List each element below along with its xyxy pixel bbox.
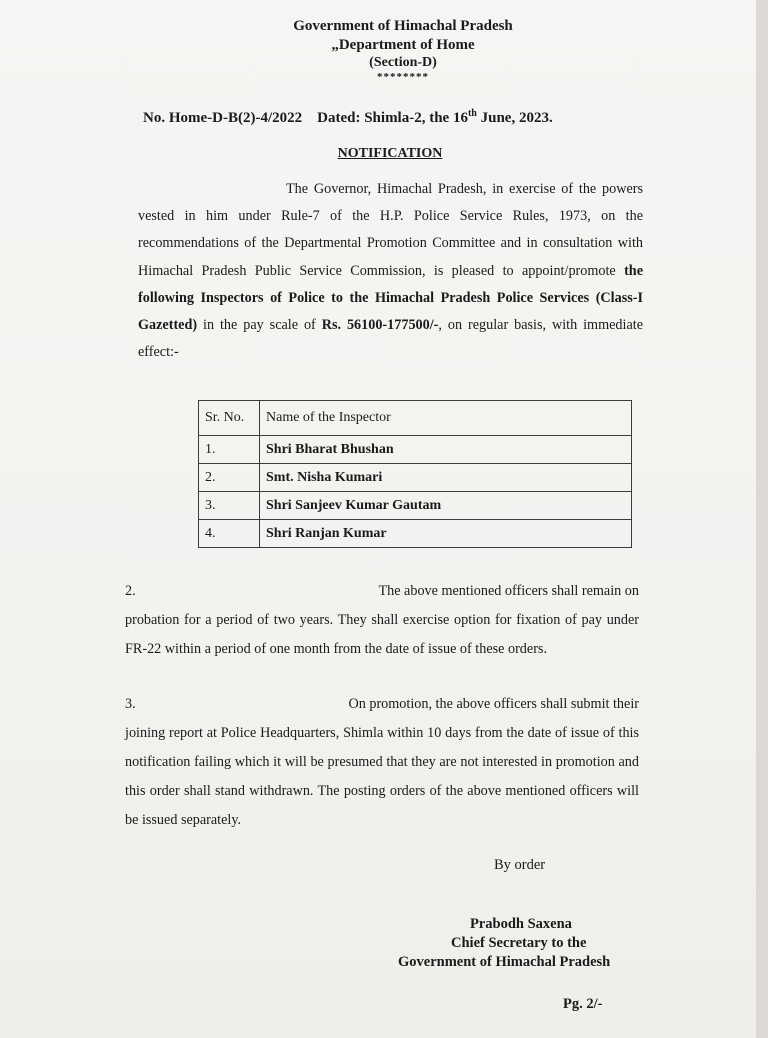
para2-first: The above mentioned officers shall remain on bbox=[378, 583, 639, 599]
header-department: „Department of Home bbox=[331, 37, 475, 53]
header-government: Government of Himachal Pradesh bbox=[293, 18, 513, 34]
table-header-row bbox=[199, 401, 632, 436]
row-name: Shri Sanjeev Kumar Gautam bbox=[260, 492, 632, 520]
para3-first: On promotion, the above officers shall submit their bbox=[348, 696, 639, 712]
para1-bold1: the following Inspectors of Police to the Himachal Pradesh Police Services (Class-I Gazetted) bbox=[138, 262, 643, 334]
para1-part2: in the pay scale of bbox=[197, 317, 322, 334]
table-row bbox=[199, 436, 632, 464]
page-marker: Pg. 2/- bbox=[563, 996, 603, 1012]
header-sr-no: Sr. No. bbox=[199, 401, 260, 436]
notification-title: NOTIFICATION bbox=[337, 146, 443, 161]
by-order: By order bbox=[494, 857, 546, 873]
reference-number: No. Home-D-B(2)-4/2022 bbox=[143, 110, 303, 126]
dated-prefix: Dated: Shimla-2, the 16 bbox=[317, 110, 468, 126]
row-sr: 3. bbox=[199, 492, 260, 520]
row-name: Shri Bharat Bhushan bbox=[260, 436, 632, 464]
signatory-designation: Chief Secretary to the bbox=[451, 935, 587, 951]
para3-rest: joining report at Police Headquarters, Shimla within 10 days from the date of issue of this notification failing which it will be presumed that they are not interested in promotion and this order shall stand withdrawn. The posting orders of the above mentioned officers will be issued separately. bbox=[125, 725, 639, 828]
para1-bold2: Rs. 56100-177500/- bbox=[321, 317, 439, 334]
reference-line bbox=[143, 108, 553, 127]
header-section: (Section-D) bbox=[369, 55, 437, 70]
dated-sup: th bbox=[467, 108, 477, 119]
signatory-office: Government of Himachal Pradesh bbox=[398, 954, 611, 970]
para1-part1: The Governor, Himachal Pradesh, in exercise of the powers vested in him under Rule-7 of the H.P. Police Service Rules, 1973, on the recommendations of the Departmental Promotion Committee and in consultation with Himachal Pradesh Public Service Commission, is pleased to appoint/promote bbox=[138, 181, 643, 279]
inspectors-table bbox=[198, 400, 632, 548]
row-sr: 2. bbox=[199, 464, 260, 492]
signatory-name: Prabodh Saxena bbox=[470, 916, 572, 932]
row-sr: 1. bbox=[199, 436, 260, 464]
para1-part3: , on regular basis, with immediate effect:- bbox=[138, 317, 643, 361]
header-stars: ******** bbox=[377, 71, 429, 83]
dated-suffix: June, 2023. bbox=[476, 110, 553, 126]
para2-first-line bbox=[125, 577, 639, 606]
para2-rest: probation for a period of two years. They shall exercise option for fixation of pay under FR-22 within a period of one month from the date of issue of these orders. bbox=[125, 612, 639, 657]
table-row bbox=[199, 464, 632, 492]
header-name: Name of the Inspector bbox=[260, 401, 632, 436]
page-edge bbox=[756, 0, 768, 1038]
para2-number: 2. bbox=[125, 583, 136, 599]
paragraph-2 bbox=[125, 577, 639, 664]
para3-number: 3. bbox=[125, 696, 136, 712]
row-sr: 4. bbox=[199, 520, 260, 548]
table-row bbox=[199, 492, 632, 520]
row-name: Smt. Nisha Kumari bbox=[260, 464, 632, 492]
paragraph-3 bbox=[125, 690, 639, 835]
para3-first-line bbox=[125, 690, 639, 719]
row-name: Shri Ranjan Kumar bbox=[260, 520, 632, 548]
table-row bbox=[199, 520, 632, 548]
paragraph-1 bbox=[138, 176, 643, 366]
